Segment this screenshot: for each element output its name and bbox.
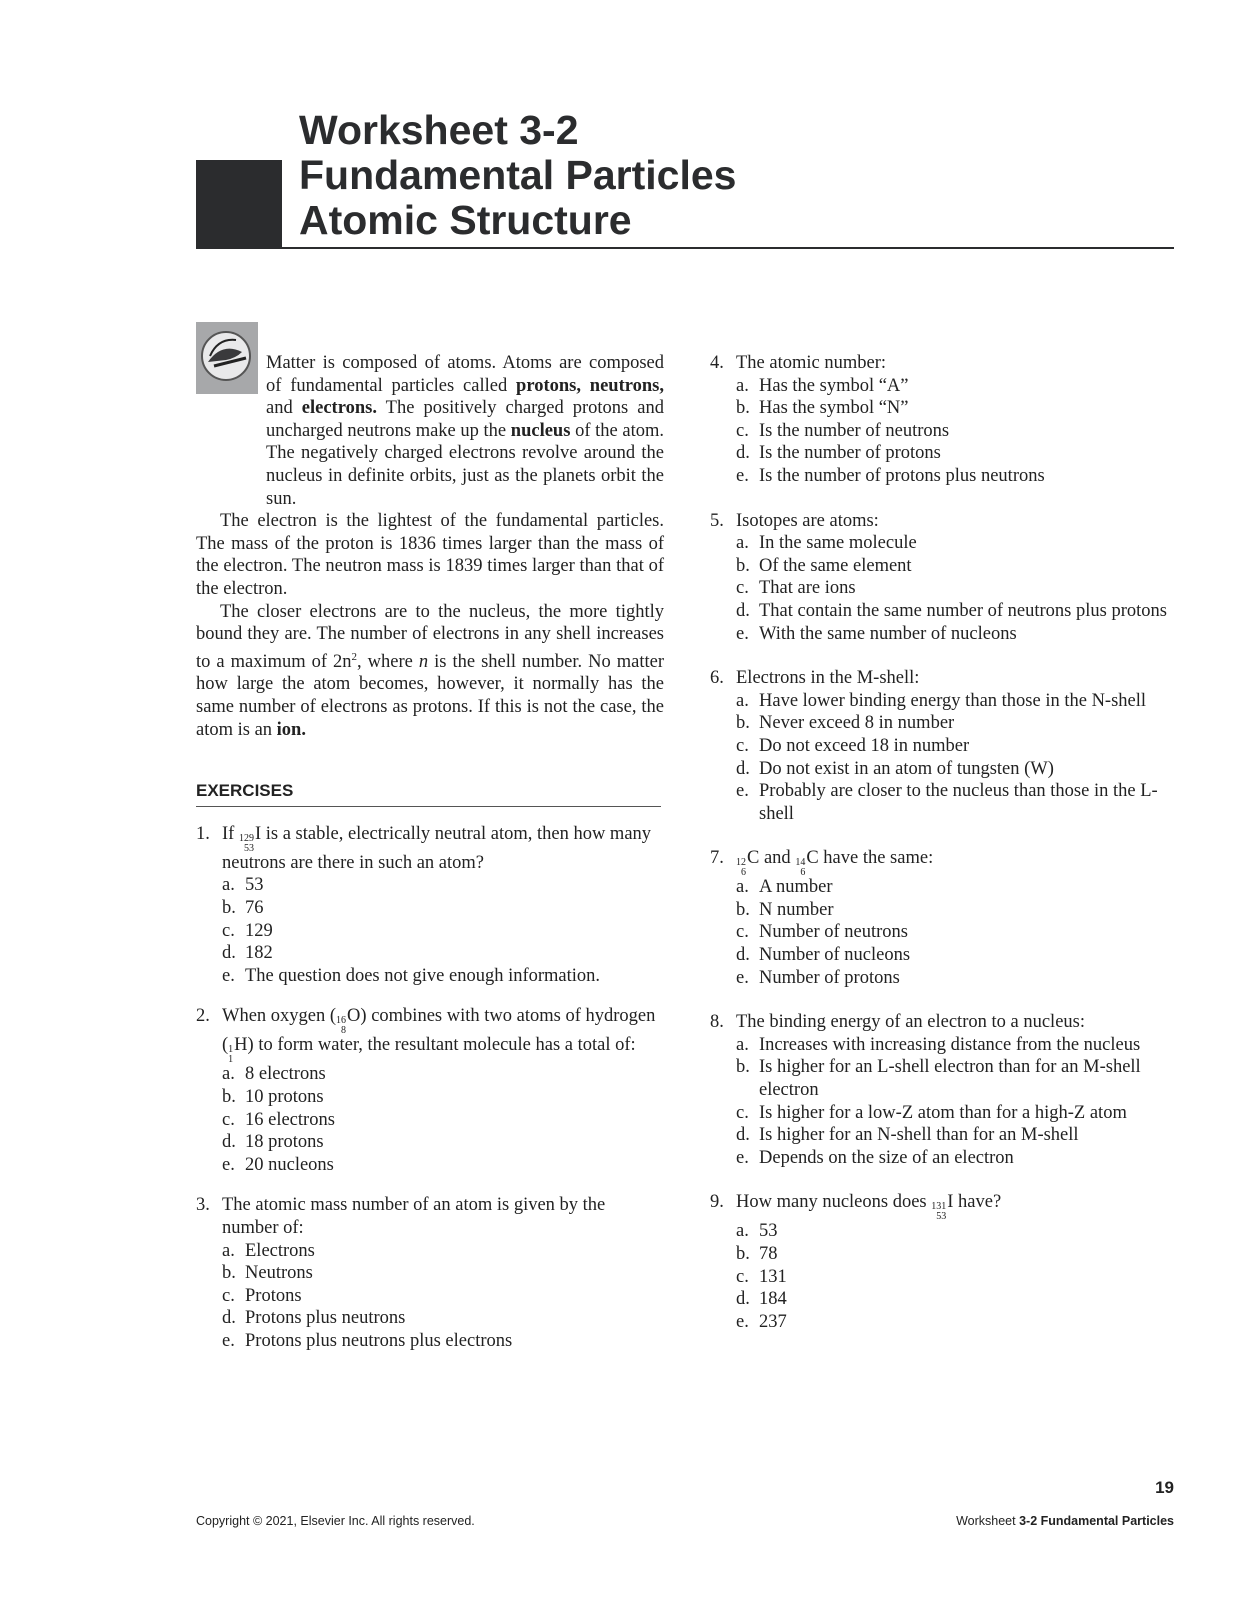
- option-letter: b.: [736, 1244, 750, 1264]
- option-letter: d.: [222, 943, 236, 964]
- option-text: Protons plus neutrons plus electrons: [245, 1330, 513, 1351]
- answer-option: [736, 921, 1185, 944]
- option-text: 8 electrons: [245, 1064, 326, 1085]
- question-5: 5. Isotopes are atoms: a. In the same molecule b. Of the same element c. That are ions d. That contain the same number of neutrons plus protons e. With the same number of nucleons: [710, 510, 1185, 646]
- option-text: Neutrons: [245, 1263, 313, 1284]
- answer-option: [736, 420, 1185, 443]
- answer-option: [222, 874, 664, 897]
- answer-option: [736, 1034, 1185, 1057]
- question-2: 2. When oxygen ( 16 8 O ) combines with two atoms of hydrogen ( 1 1 H ) to form water, the resultant molecule has a total of: a. 8 electrons b. 10 protons c. 16 electrons d. 18 protons e. 20 nucleons: [196, 1005, 664, 1176]
- option-text: 20 nucleons: [245, 1154, 334, 1175]
- exercises-heading: EXERCISES: [196, 780, 661, 807]
- option-letter: d.: [222, 1308, 236, 1329]
- intro-paragraph-3: The closer electrons are to the nucleus, the more tightly bound they are. The number of electrons in any shell increases to a maximum of $2n^2$, where n is the shell number. No matter how large the atom becomes, however, it normally has the same number of electrons as protons. If this is not the case, the atom is an ion.: [196, 601, 664, 740]
- answer-option: [736, 758, 1185, 781]
- option-text: N number: [759, 899, 834, 920]
- option-text: Is the number of protons: [759, 443, 941, 464]
- answer-option: [736, 690, 1185, 713]
- answer-option: [736, 465, 1185, 488]
- option-letter: a.: [222, 1064, 235, 1085]
- answer-option: [222, 1109, 664, 1132]
- answer-option: [736, 1243, 1185, 1266]
- answer-option: [222, 1307, 664, 1330]
- option-text: 53: [759, 1221, 778, 1242]
- answer-option: [736, 397, 1185, 420]
- answer-option: [222, 897, 664, 920]
- option-letter: c.: [222, 920, 235, 941]
- option-text: In the same molecule: [759, 533, 917, 554]
- option-letter: b.: [736, 713, 750, 734]
- question-8: 8. The binding energy of an electron to a nucleus: a. Increases with increasing distance from the nucleus b. Is higher for an L-shell electron than for an M-shell electron c. Is higher for a low-Z atom than for a high-Z atom d. Is higher for an N-shell than for an M-shell e. Depends on the size of an electron: [710, 1011, 1185, 1169]
- answer-option: [736, 623, 1185, 646]
- option-text: Has the symbol “N”: [759, 398, 909, 419]
- right-column: [710, 352, 1185, 1333]
- option-text: That are ions: [759, 578, 856, 599]
- answer-option: [222, 1262, 664, 1285]
- option-letter: c.: [736, 578, 749, 599]
- option-text: Is higher for an N-shell than for an M-shell: [759, 1125, 1079, 1146]
- answer-option: [222, 1063, 664, 1086]
- option-letter: b.: [222, 1087, 236, 1107]
- option-text: The question does not give enough information.: [245, 965, 601, 986]
- answer-option: [736, 712, 1185, 735]
- answer-option: [736, 1311, 1185, 1334]
- option-text: Number of protons: [759, 967, 900, 988]
- question-9: 9. How many nucleons does 131 53 I have? a. 53 b. 78 c. 131 d. 184 e. 237: [710, 1191, 1185, 1333]
- option-text: Do not exist in an atom of tungsten (W): [759, 758, 1054, 779]
- option-letter: e.: [222, 1154, 235, 1175]
- answer-option: [736, 780, 1185, 825]
- option-text: Is higher for an L-shell electron than for an M-shell electron: [759, 1057, 1141, 1101]
- option-letter: e.: [736, 781, 749, 802]
- answer-option: [736, 375, 1185, 398]
- option-letter: d.: [736, 945, 750, 966]
- option-text: 129: [245, 920, 273, 941]
- answer-option: [222, 942, 664, 965]
- question-1: 1. If 129 53 I is a stable, electrically neutral atom, then how many neutrons are there in such an atom? a. 53 b. 76 c. 129 d. 182 e. The question does not give enough information.: [196, 823, 664, 988]
- answer-option: [736, 876, 1185, 899]
- option-text: Probably are closer to the nucleus than those in the L-shell: [759, 781, 1158, 824]
- option-letter: d.: [736, 1289, 750, 1310]
- option-letter: d.: [736, 1125, 750, 1146]
- header-block: [196, 160, 282, 248]
- answer-option: [222, 1285, 664, 1308]
- answer-option: [736, 442, 1185, 465]
- answer-option: [736, 944, 1185, 967]
- question-8-options: [710, 1034, 1185, 1170]
- option-letter: a.: [222, 1240, 235, 1261]
- option-text: That contain the same number of neutrons plus protons: [759, 600, 1167, 621]
- option-text: 182: [245, 943, 273, 964]
- answer-option: [222, 1086, 664, 1109]
- question-7-options: [710, 876, 1185, 989]
- option-letter: b.: [736, 1057, 750, 1078]
- option-letter: e.: [736, 623, 749, 644]
- option-text: Never exceed 8 in number: [759, 713, 955, 734]
- option-letter: c.: [736, 420, 749, 441]
- option-text: 184: [759, 1289, 787, 1310]
- option-text: Number of nucleons: [759, 945, 911, 966]
- question-3-options: [196, 1240, 664, 1353]
- running-footer: Worksheet 3-2 Fundamental Particles: [956, 1514, 1174, 1528]
- answer-option: [222, 920, 664, 943]
- option-text: 18 protons: [245, 1132, 324, 1153]
- option-text: 10 protons: [245, 1087, 324, 1107]
- option-text: Number of neutrons: [759, 922, 908, 943]
- option-text: 78: [759, 1244, 778, 1264]
- option-text: Protons plus neutrons: [245, 1308, 406, 1329]
- option-letter: d.: [736, 600, 750, 621]
- answer-option: [736, 735, 1185, 758]
- intro-paragraph-2: The electron is the lightest of the fundamental particles. The mass of the proton is 1836 times larger than the mass of the electron. The neutron mass is 1839 times larger than that of the electron.: [196, 511, 664, 599]
- answer-option: [222, 1240, 664, 1263]
- answer-option: [736, 899, 1185, 922]
- option-text: Of the same element: [759, 555, 912, 576]
- question-3: 3. The atomic mass number of an atom is given by the number of: a. Electrons b. Neutrons c. Protons d. Protons plus neutrons e. Protons plus neutrons plus electrons: [196, 1194, 664, 1352]
- answer-option: [736, 967, 1185, 990]
- question-7: 7. 12 6 C and 14 6 C have the same: a. A number b. N number c. Number of neutrons d. Number of nucleons e. Number of protons: [710, 847, 1185, 989]
- option-letter: a.: [736, 375, 749, 396]
- option-text: Have lower binding energy than those in the N-shell: [759, 690, 1147, 711]
- option-letter: a.: [736, 1034, 749, 1055]
- answer-option: [736, 1124, 1185, 1147]
- option-letter: b.: [736, 899, 750, 920]
- option-letter: c.: [736, 1102, 749, 1123]
- answer-option: [736, 577, 1185, 600]
- answer-option: [736, 1056, 1185, 1101]
- option-letter: e.: [736, 1147, 749, 1168]
- question-6: 6. Electrons in the M-shell: a. Have lower binding energy than those in the N-shell b. Never exceed 8 in number c. Do not exceed 18 in number d. Do not exist in an atom of tungsten (W) e. Probably are closer to the nucleus than those in the L-shell: [710, 667, 1185, 825]
- option-letter: e.: [736, 465, 749, 486]
- page-title: [299, 108, 736, 243]
- intro-paragraph-1: Matter is composed of atoms. Atoms are composed of fundamental particles called protons, neutrons, and electrons. The positively charged protons and uncharged neutrons make up the nucleus of the atom. The negatively charged electrons revolve around the nucleus in definite orbits, just as the planets orbit the sun.: [266, 353, 664, 509]
- option-letter: b.: [736, 398, 750, 419]
- option-text: 237: [759, 1311, 787, 1332]
- header-rule: [196, 247, 1174, 249]
- option-letter: b.: [222, 1263, 236, 1284]
- copyright-notice: Copyright © 2021, Elsevier Inc. All rights reserved.: [196, 1514, 475, 1528]
- option-letter: c.: [222, 1109, 235, 1130]
- option-letter: a.: [736, 690, 749, 711]
- option-text: 76: [245, 898, 264, 919]
- option-text: A number: [759, 877, 833, 898]
- option-text: Increases with increasing distance from the nucleus: [759, 1034, 1141, 1055]
- option-letter: e.: [222, 1330, 235, 1351]
- answer-option: [736, 600, 1185, 623]
- question-4: 4. The atomic number: a. Has the symbol “A” b. Has the symbol “N” c. Is the number of neutrons d. Is the number of protons e. Is the number of protons plus neutrons: [710, 352, 1185, 488]
- option-letter: a.: [736, 1221, 749, 1242]
- option-text: Is the number of neutrons: [759, 420, 950, 441]
- option-letter: c.: [736, 1266, 749, 1287]
- left-column: [196, 352, 664, 1353]
- page-number: 19: [1155, 1478, 1174, 1497]
- option-letter: d.: [736, 758, 750, 779]
- option-letter: c.: [736, 922, 749, 943]
- question-9-options: [710, 1220, 1185, 1333]
- answer-option: [736, 1266, 1185, 1289]
- option-letter: a.: [222, 875, 235, 896]
- option-text: Electrons: [245, 1240, 315, 1261]
- option-text: Depends on the size of an electron: [759, 1147, 1014, 1168]
- option-text: Is higher for a low-Z atom than for a high-Z atom: [759, 1102, 1127, 1123]
- option-text: 53: [245, 875, 264, 896]
- answer-option: [222, 1330, 664, 1353]
- option-text: 131: [759, 1266, 787, 1287]
- title-line-2: Fundamental Particles: [299, 152, 737, 198]
- answer-option: [222, 965, 664, 988]
- question-2-options: [196, 1063, 664, 1176]
- option-letter: c.: [222, 1285, 235, 1306]
- option-letter: a.: [736, 877, 749, 898]
- option-text: With the same number of nucleons: [759, 623, 1017, 644]
- answer-option: [736, 532, 1185, 555]
- option-text: Is the number of protons plus neutrons: [759, 465, 1045, 486]
- option-letter: d.: [736, 443, 750, 464]
- question-1-options: [196, 874, 664, 987]
- option-letter: d.: [222, 1132, 236, 1153]
- answer-option: [736, 1220, 1185, 1243]
- option-letter: b.: [736, 555, 750, 576]
- option-letter: e.: [736, 1311, 749, 1332]
- answer-option: [736, 1288, 1185, 1311]
- answer-option: [736, 1147, 1185, 1170]
- option-letter: e.: [736, 967, 749, 988]
- answer-option: [736, 1102, 1185, 1125]
- option-letter: b.: [222, 898, 236, 919]
- answer-option: [222, 1154, 664, 1177]
- option-letter: e.: [222, 965, 235, 986]
- question-5-options: [710, 532, 1185, 645]
- option-text: Do not exceed 18 in number: [759, 735, 970, 756]
- option-letter: a.: [736, 533, 749, 554]
- title-line-3: Atomic Structure: [299, 197, 632, 243]
- option-text: Protons: [245, 1285, 302, 1306]
- question-4-options: [710, 375, 1185, 488]
- answer-option: [736, 555, 1185, 578]
- question-6-options: [710, 690, 1185, 826]
- option-text: 16 electrons: [245, 1109, 335, 1130]
- answer-option: [222, 1131, 664, 1154]
- option-letter: c.: [736, 735, 749, 756]
- option-text: Has the symbol “A”: [759, 375, 909, 396]
- title-line-1: Worksheet 3-2: [299, 107, 579, 153]
